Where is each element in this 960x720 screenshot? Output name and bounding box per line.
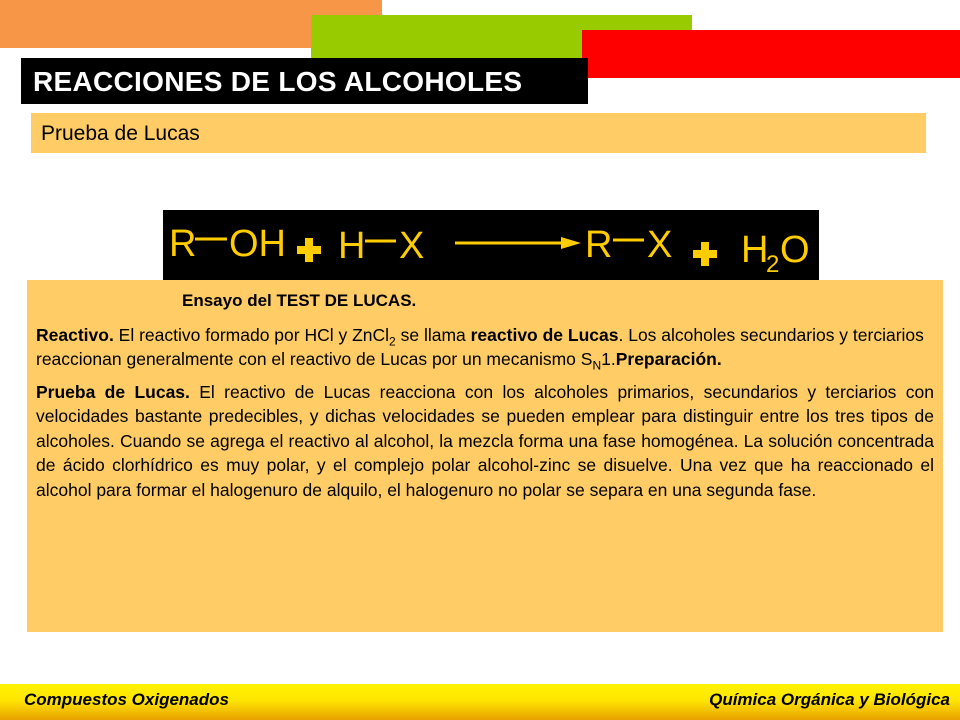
eq-x2: X (647, 224, 673, 266)
reactivo-text4: 1. (601, 349, 616, 369)
slide-subtitle: Prueba de Lucas (31, 113, 926, 153)
footer-bar (0, 684, 960, 720)
reactivo-text2: se llama (395, 324, 471, 345)
reactivo-label: Reactivo. (36, 324, 114, 345)
content-heading: Ensayo del TEST DE LUCAS. (182, 291, 417, 310)
eq-oh: OH (229, 223, 286, 265)
preparacion-label: Preparación. (615, 349, 722, 369)
eq-r2: R (585, 224, 613, 266)
content-box (27, 280, 943, 632)
eq-r1: R (169, 223, 197, 265)
reaction-equation (163, 210, 819, 280)
prueba-text: El reactivo de Lucas reacciona con los alcoholes primarios, secundarios y terciarios con velocidades bastante predecibles, y dichas velocidades se pueden emplear para distinguir entre los tres tipos de alcoholes. Cuando se agrega el reactivo al alcohol, la mezcla forma una fase homogénea. La solución concentrada de ácido clorhídrico es muy polar, y el complejo polar alcohol-zinc se disuelve. Una vez que ha reaccionado el alcohol para formar el halogenuro de alquilo, el halogenuro no polar se separa en una segunda fase. (36, 381, 934, 500)
eq-x1: X (399, 225, 425, 267)
paragraph-prueba (36, 380, 934, 503)
reactivo-bold: reactivo de Lucas (470, 324, 619, 345)
eq-h2: H (741, 229, 769, 271)
reactivo-text1: El reactivo formado por HCl y ZnCl (113, 324, 390, 345)
equation-graphic (163, 210, 819, 280)
footer-left-text: Compuestos Oxigenados (24, 690, 229, 709)
plus-icon (297, 238, 321, 262)
decor-red-block (582, 30, 960, 78)
footer-right-text: Química Orgánica y Biológica (709, 690, 950, 709)
plus-icon-2 (693, 242, 717, 266)
arrow-icon (455, 237, 581, 249)
eq-h2-sub: 2 (766, 251, 780, 278)
paragraph-reactivo (36, 323, 934, 372)
eq-o: O (780, 229, 810, 271)
slide-title: REACCIONES DE LOS ALCOHOLES (21, 58, 588, 104)
eq-h: H (338, 225, 366, 267)
reactivo-sub1: 2 (389, 334, 396, 348)
reactivo-sub2: N (592, 358, 602, 373)
reactivo-text3: . Los alcoholes secundarios y terciarios reaccionan generalmente con el reactivo de Lucas por un mecanismo S (36, 324, 924, 369)
prueba-label: Prueba de Lucas. (36, 381, 190, 402)
